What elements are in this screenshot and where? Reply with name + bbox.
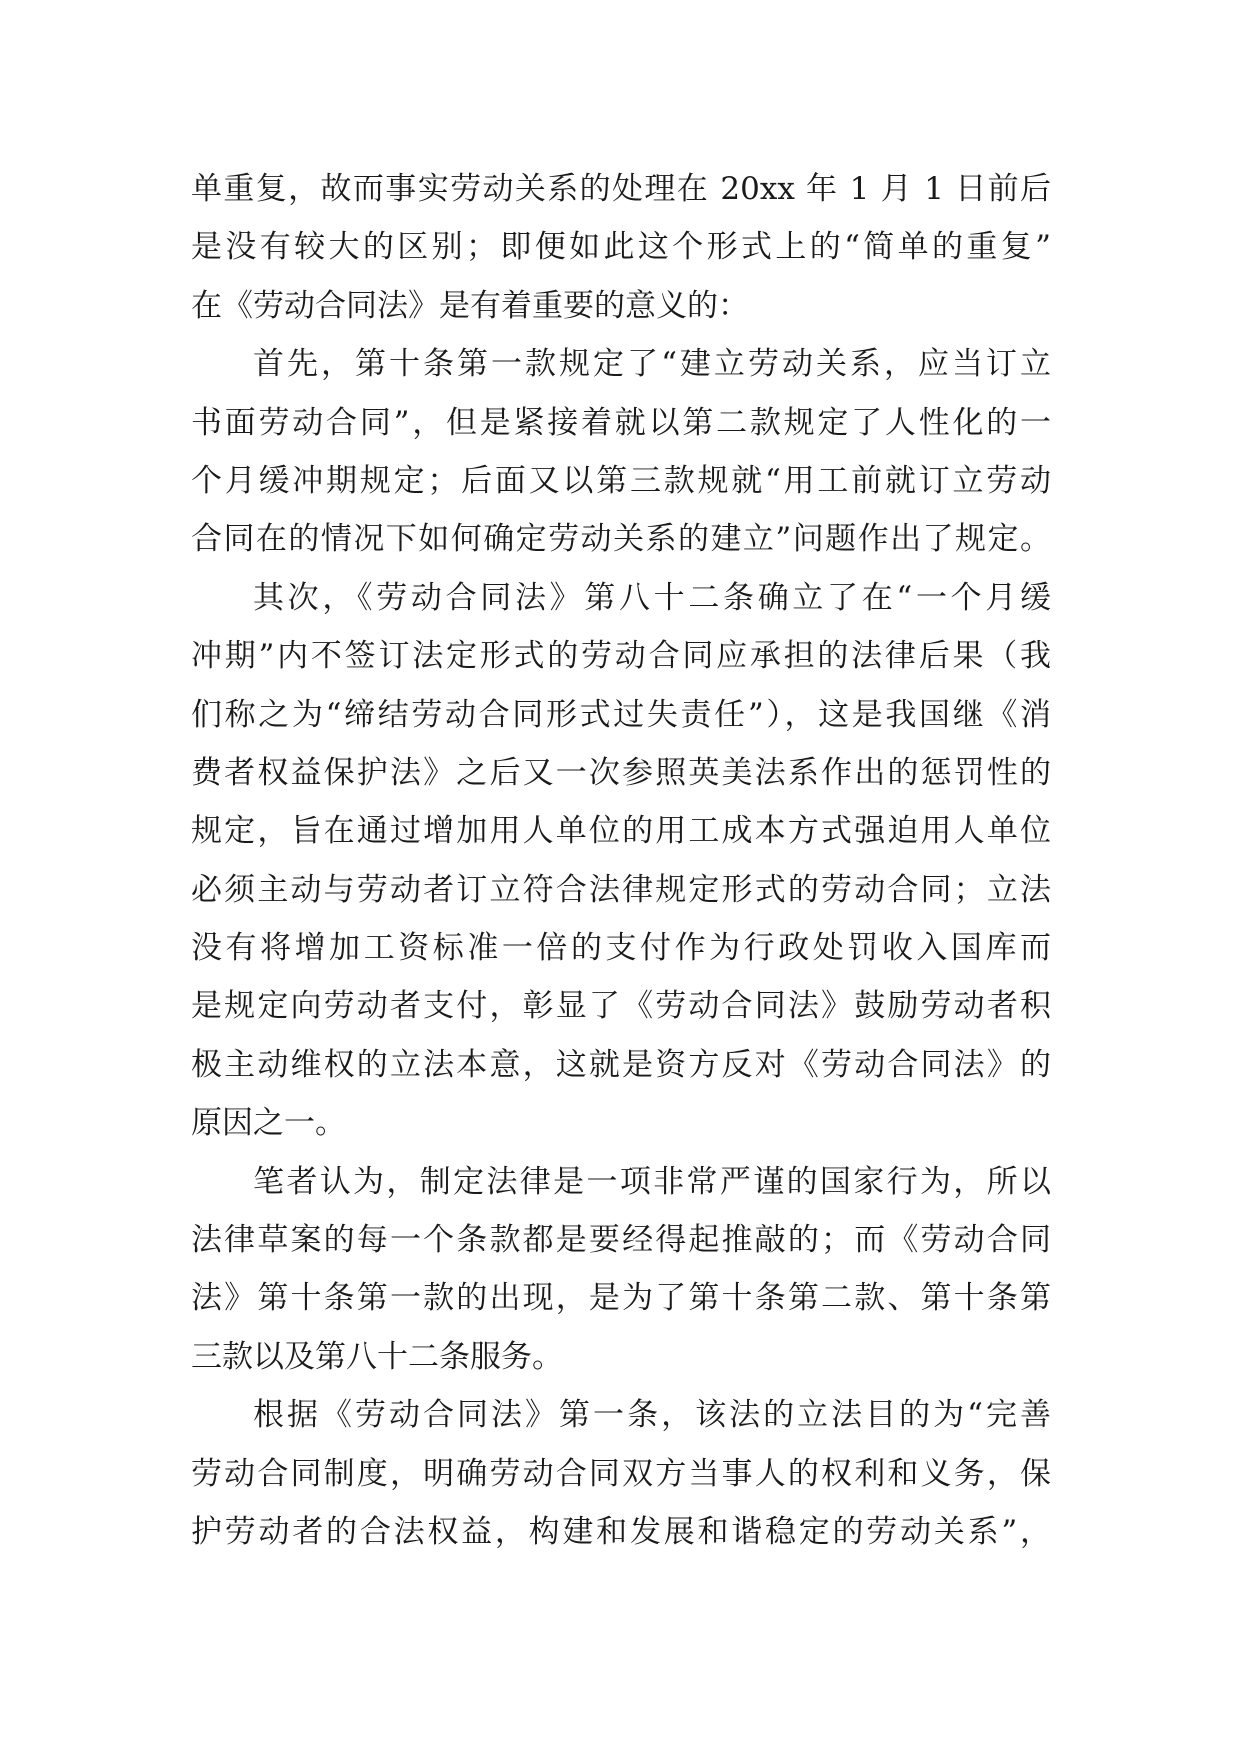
text-line: 首先，第十条第一款规定了“建立劳动关系，应当订立 <box>253 346 1051 383</box>
text-line: 没有将增加工资标准一倍的支付作为行政处罚收入国库而 <box>191 930 1051 967</box>
text-line: 劳动合同制度，明确劳动合同双方当事人的权利和义务，保 <box>191 1455 1051 1492</box>
document-body <box>191 160 1051 1561</box>
text-line: 费者权益保护法》之后又一次参照英美法系作出的惩罚性的 <box>191 754 1051 791</box>
text-line: 原因之一。 <box>191 1105 346 1142</box>
text-line: 合同在的情况下如何确定劳动关系的建立”问题作出了规定。 <box>191 521 1051 558</box>
text-line: 法》第十条第一款的出现，是为了第十条第二款、第十条第 <box>191 1280 1051 1317</box>
text-line: 三款以及第八十二条服务。 <box>191 1338 563 1375</box>
text-line: 在《劳动合同法》是有着重要的意义的： <box>191 287 749 324</box>
paragraph-2 <box>191 335 1051 569</box>
paragraph-3 <box>191 569 1051 1153</box>
text-line: 是规定向劳动者支付，彰显了《劳动合同法》鼓励劳动者积 <box>191 988 1051 1025</box>
text-line: 其次，《劳动合同法》第八十二条确立了在“一个月缓 <box>253 579 1051 616</box>
text-line: 是没有较大的区别；即便如此这个形式上的“简单的重复” <box>191 229 1051 266</box>
paragraph-1 <box>191 160 1051 335</box>
text-line: 极主动维权的立法本意，这就是资方反对《劳动合同法》的 <box>191 1046 1051 1083</box>
paragraph-5 <box>191 1386 1051 1561</box>
text-line: 规定，旨在通过增加用人单位的用工成本方式强迫用人单位 <box>191 813 1051 850</box>
text-line: 法律草案的每一个条款都是要经得起推敲的；而《劳动合同 <box>191 1222 1051 1259</box>
text-line: 冲期”内不签订法定形式的劳动合同应承担的法律后果（我 <box>191 638 1051 675</box>
text-line: 必须主动与劳动者订立符合法律规定形式的劳动合同；立法 <box>191 871 1051 908</box>
paragraph-4 <box>191 1153 1051 1387</box>
text-line: 护劳动者的合法权益，构建和发展和谐稳定的劳动关系”， <box>191 1513 1051 1550</box>
text-line: 书面劳动合同”，但是紧接着就以第二款规定了人性化的一 <box>191 404 1051 441</box>
text-line: 单重复，故而事实劳动关系的处理在 20xx 年 1 月 1 日前后 <box>191 171 1051 207</box>
text-line: 根据《劳动合同法》第一条，该法的立法目的为“完善 <box>253 1397 1051 1434</box>
text-line: 个月缓冲期规定；后面又以第三款规就“用工前就订立劳动 <box>191 462 1051 499</box>
text-line: 笔者认为，制定法律是一项非常严谨的国家行为，所以 <box>253 1163 1051 1200</box>
text-line: 们称之为“缔结劳动合同形式过失责任”），这是我国继《消 <box>191 696 1051 733</box>
